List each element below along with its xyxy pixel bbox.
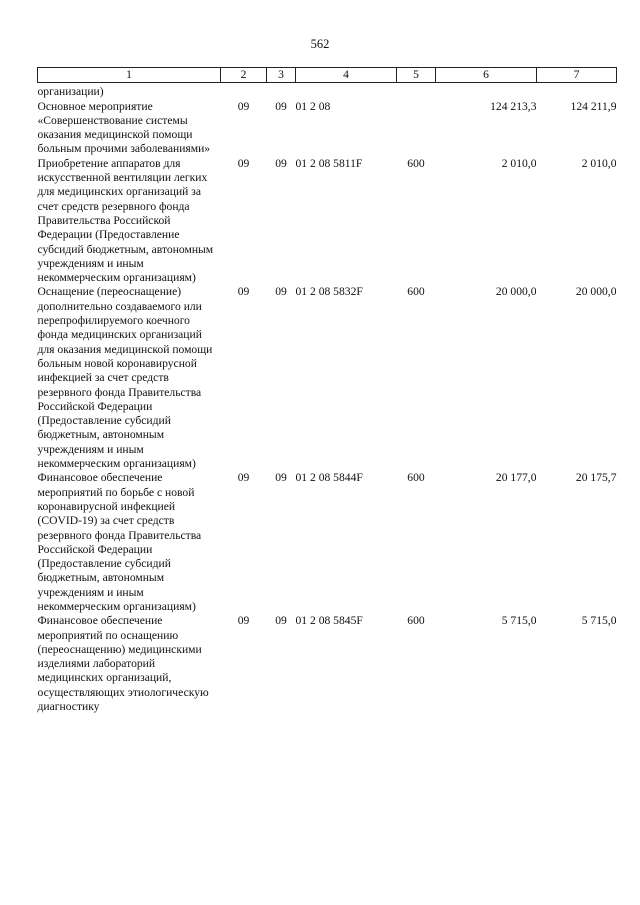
row-expense-type: 600 <box>407 285 425 299</box>
row-name: Финансовое обеспечение мероприятий по борьбе с новой коронавирусной инфекцией (COVID-19) за счет средств резервного фонда Правительства Российской Федерации (Предоставление субсидий бюджетным, автономным учреждениям и иным некоммерческим организациям) <box>37 471 202 613</box>
table-row <box>38 100 617 157</box>
continuation-text: организации) <box>37 85 104 99</box>
row-subsection: 09 <box>275 614 287 628</box>
row-subsection: 09 <box>275 156 287 170</box>
row-subsection: 09 <box>275 99 287 113</box>
row-sum-2: 20 000,0 <box>575 285 617 299</box>
table-row <box>38 285 617 471</box>
budget-table <box>37 67 617 714</box>
header-col-5: 5 <box>397 68 436 83</box>
header-col-1: 1 <box>38 68 221 83</box>
row-expense-type: 600 <box>407 156 425 170</box>
row-sum-2: 2 010,0 <box>581 156 617 170</box>
header-col-4: 4 <box>296 68 397 83</box>
row-sum-1: 2 010,0 <box>501 156 537 170</box>
page-number: 562 <box>310 37 330 51</box>
row-target-code: 01 2 08 5844F <box>295 471 363 485</box>
table-row <box>38 471 617 614</box>
row-name: Финансовое обеспечение мероприятий по оснащению (переоснащению) медицинскими изделиями лабораторий медицинских организаций, осуществляющих этиологическую диагностику <box>37 614 209 714</box>
row-subsection: 09 <box>275 471 287 485</box>
header-col-2: 2 <box>221 68 267 83</box>
row-section: 09 <box>237 99 250 113</box>
header-row <box>38 68 617 83</box>
row-name: Основное мероприятие «Совершенствование системы оказания медицинской помощи больным прочими заболеваниями» <box>37 99 211 156</box>
row-expense-type: 600 <box>407 614 425 628</box>
row-expense-type <box>397 100 436 157</box>
row-target-code: 01 2 08 5832F <box>295 285 363 299</box>
row-target-code: 01 2 08 5845F <box>295 614 363 628</box>
row-section: 09 <box>237 156 250 170</box>
row-sum-2: 20 175,7 <box>575 471 617 485</box>
row-sum-1: 124 213,3 <box>490 99 537 113</box>
row-sum-1: 20 000,0 <box>495 285 537 299</box>
row-sum-2: 124 211,9 <box>570 99 617 113</box>
row-name: Оснащение (переоснащение) дополнительно создаваемого или перепрофилируемого коечного фонда медицинских организаций для оказания медицинской помощи больным новой коронавирусной инфекцией за счет средств резервного фонда Правительства Российской Федерации (Предоставление субсидий бюджетным, автономным учреждениям и иным некоммерческим организациям) <box>37 285 213 471</box>
row-target-code: 01 2 08 5811F <box>295 156 363 170</box>
table-row <box>38 614 617 714</box>
row-section: 09 <box>237 285 250 299</box>
row-sum-1: 20 177,0 <box>495 471 537 485</box>
row-expense-type: 600 <box>407 471 425 485</box>
header-col-7: 7 <box>537 68 617 83</box>
row-sum-1: 5 715,0 <box>501 614 537 628</box>
table-row <box>38 157 617 286</box>
continuation-row <box>38 83 617 100</box>
row-name: Приобретение аппаратов для искусственной вентиляции легких для медицинских организаций за счет средств резервного фонда Правительства Российской Федерации (Предоставление субсидий бюджетным, автономным учреждениям и иным некоммерческим организациям) <box>37 156 214 285</box>
row-section: 09 <box>237 471 250 485</box>
row-sum-2: 5 715,0 <box>581 614 617 628</box>
row-target-code: 01 2 08 <box>295 99 331 113</box>
row-subsection: 09 <box>275 285 287 299</box>
header-col-6: 6 <box>436 68 537 83</box>
header-col-3: 3 <box>267 68 296 83</box>
row-section: 09 <box>237 614 250 628</box>
